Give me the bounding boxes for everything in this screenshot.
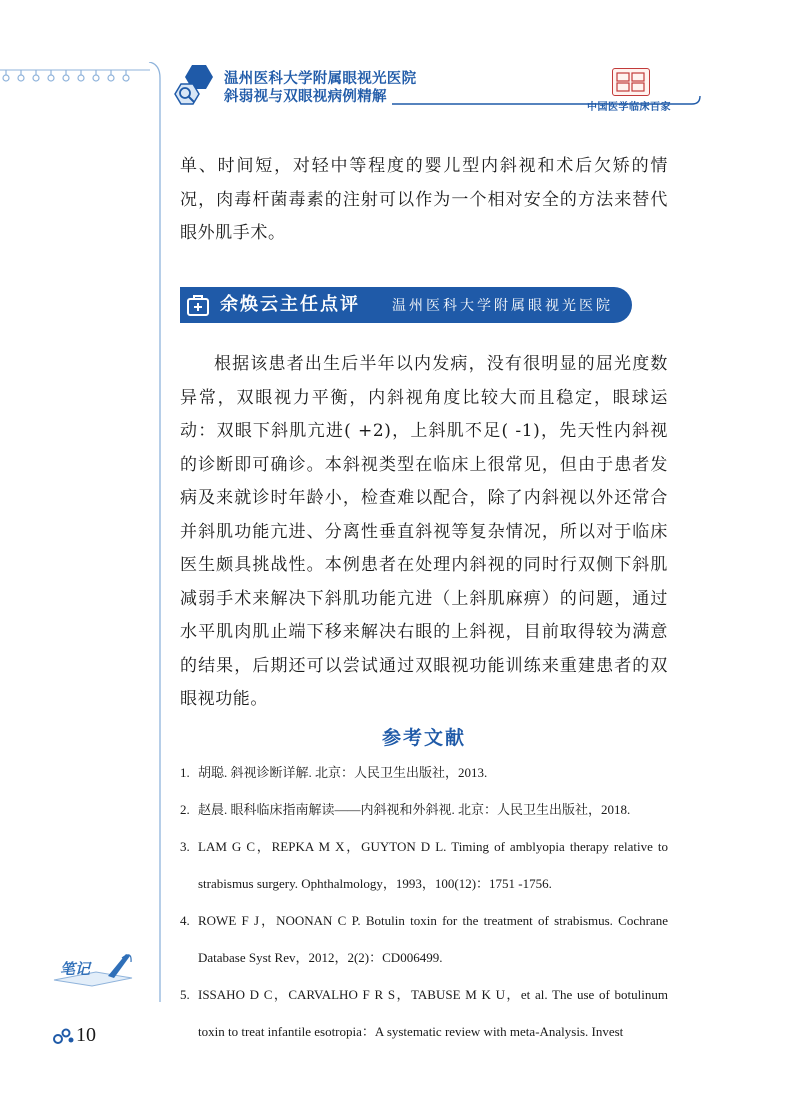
reference-text: LAM G C，REPKA M X，GUYTON D L. Timing of amblyopia therapy relative to strabismus surgery. Ophthalmology，1993，100(12)：1751 -1756.	[198, 839, 668, 891]
seal-icon	[613, 69, 649, 95]
references-heading: 参考文献	[381, 727, 466, 749]
book-title	[224, 70, 416, 106]
reference-text: 赵晨. 眼科临床指南解读——内斜视和外斜视. 北京：人民卫生出版社，2018.	[198, 802, 631, 817]
body-paragraph-continued: 单、时间短，对轻中等程度的婴儿型内斜视和术后欠矫的情况，肉毒杆菌毒素的注射可以作为一个相对安全的方法来替代眼外肌手术。	[180, 156, 668, 243]
expert-review-banner	[180, 287, 632, 323]
series-name: 中国医学临床百家	[587, 102, 671, 113]
review-title: 余焕云主任点评	[220, 294, 360, 315]
review-organization: 温州医科大学附属眼视光医院	[392, 298, 613, 314]
reference-number: 3.	[180, 839, 190, 854]
series-seal-logo	[612, 68, 650, 96]
reference-item	[180, 976, 668, 1050]
hexagon-logo-icon	[170, 62, 220, 112]
book-title-line2: 斜弱视与双眼视病例精解	[224, 89, 387, 105]
reference-number: 5.	[180, 987, 190, 1002]
reference-number: 2.	[180, 802, 190, 817]
page-number: 10	[76, 1024, 96, 1046]
reference-item	[180, 754, 668, 791]
reference-item	[180, 791, 668, 828]
reference-number: 1.	[180, 765, 190, 780]
medical-kit-icon	[185, 292, 211, 318]
notes-label: 笔记	[60, 960, 91, 978]
reference-item	[180, 828, 668, 902]
review-paragraph: 根据该患者出生后半年以内发病，没有很明显的屈光度数异常，双眼视力平衡，内斜视角度比较大而且稳定，眼球运动：双眼下斜肌亢进( +2)，上斜肌不足( -1)，先天性内斜视的诊断即可确诊。本斜视类型在临床上很常见，但由于患者发病及来就诊时年龄小，检查难以配合，除了内斜视以外还常合并斜肌功能亢进、分离性垂直斜视等复杂情况，所以对于临床医生颇具挑战性。本例患者在处理内斜视的同时行双侧下斜肌减弱手术来解决下斜肌功能亢进（上斜肌麻痹）的问题，通过水平肌肉肌止端下移来解决右眼的上斜视，目前取得较为满意的结果，后期还可以尝试通过双眼视功能训练来重建患者的双眼视功能。	[180, 354, 668, 709]
reference-item	[180, 902, 668, 976]
book-title-line1: 温州医科大学附属眼视光医院	[224, 71, 417, 87]
reference-text: ROWE F J，NOONAN C P. Botulin toxin for the treatment of strabismus. Cochrane Database Syst Rev，2012，2(2)：CD006499.	[198, 913, 668, 965]
page-number-ornament-icon	[52, 1027, 76, 1045]
reference-number: 4.	[180, 913, 190, 928]
reference-text: 胡聪. 斜视诊断详解. 北京：人民卫生出版社，2013.	[198, 765, 488, 780]
page-frame-curve	[148, 62, 166, 1002]
binder-rings-decoration	[0, 62, 150, 86]
reference-text: ISSAHO D C，CARVALHO F R S，TABUSE M K U，et al. The use of botulinum toxin to treat infantile esotropia：A systematic review with meta-Analysis. Invest	[198, 987, 668, 1039]
reference-list	[180, 754, 668, 1050]
